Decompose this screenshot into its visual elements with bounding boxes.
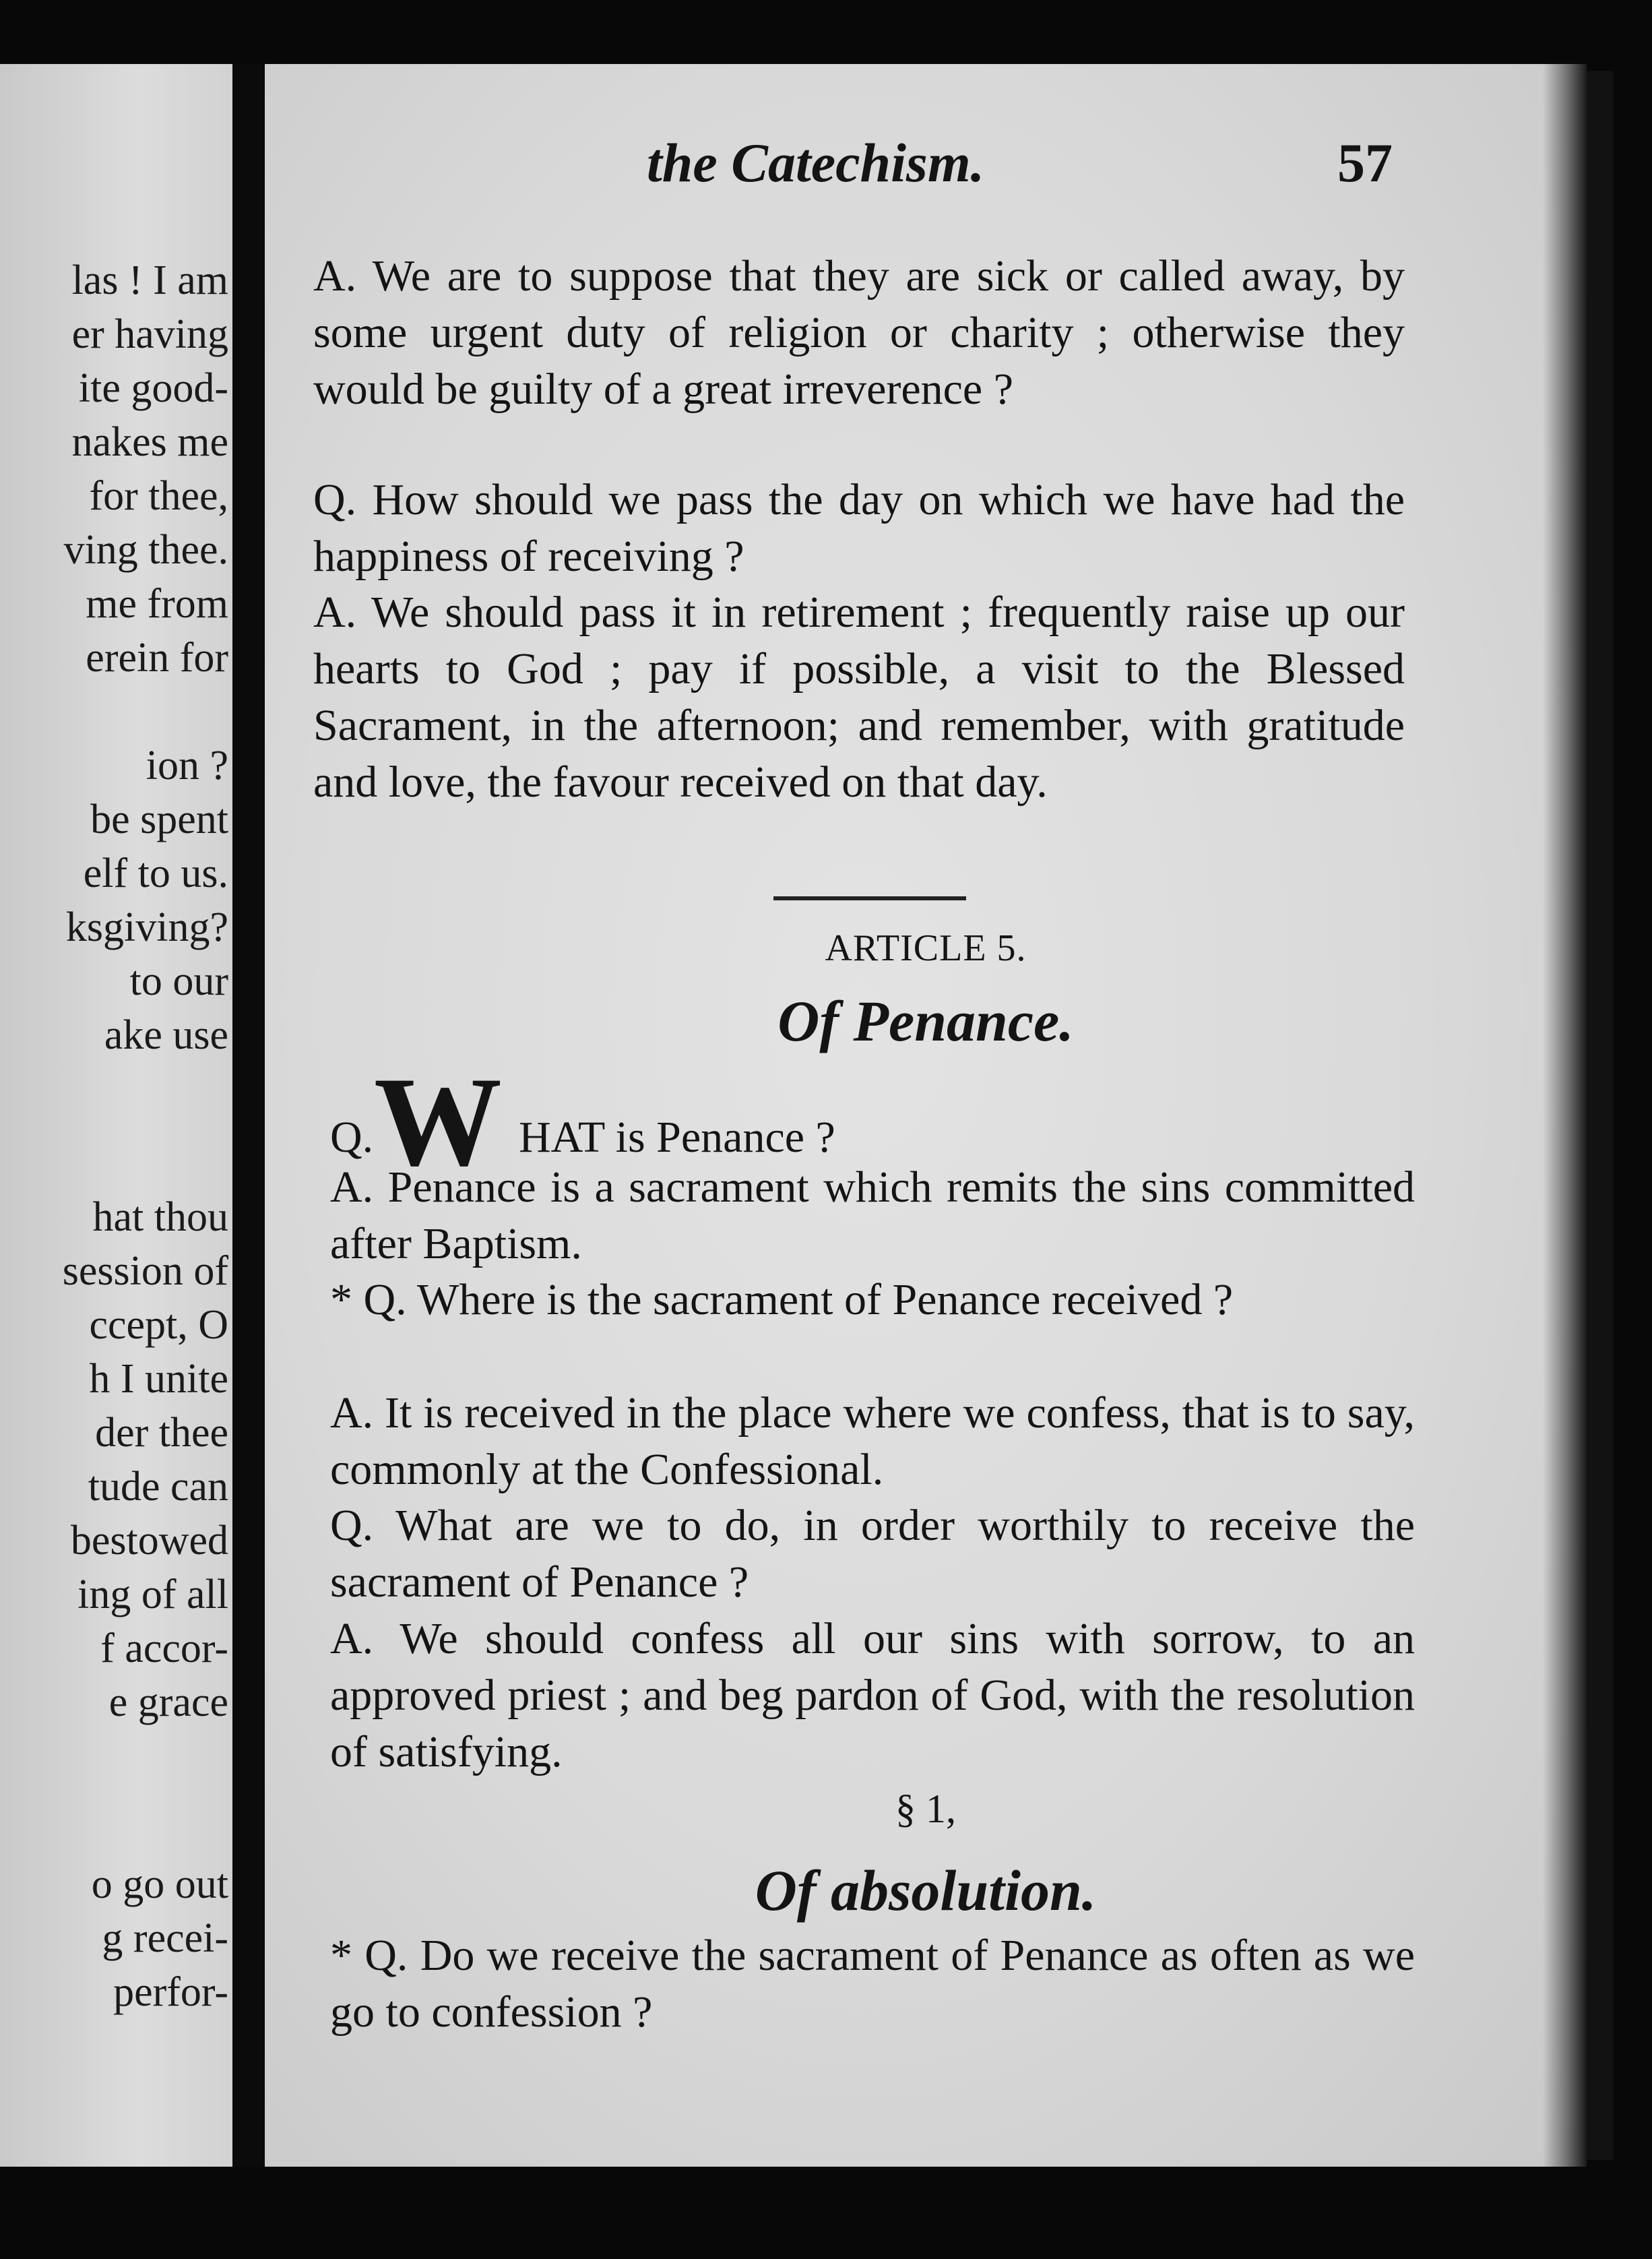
article-title: Of Penance.: [777, 989, 1074, 1053]
answer-paragraph: A. We should pass it in retirement ; frequently raise up our hearts to God ; pay if possible, a visit to the Blessed Sacrament, in the afternoon; and remember, with gratitude and love, the favour received on that day.: [313, 588, 1405, 807]
section-rule: [773, 896, 966, 900]
book-gutter: [232, 64, 265, 2167]
facing-page-fragment: der thee: [95, 1410, 228, 1456]
facing-page-fragment: perfor-: [113, 1969, 228, 2015]
facing-page-fragment: ing of all: [77, 1572, 228, 1617]
question-paragraph: * Q. Do we receive the sacrament of Penance as often as we go to confession ?: [330, 1931, 1415, 2037]
drop-cap: W: [374, 1051, 502, 1193]
facing-page-fragment: las ! I am: [71, 257, 228, 303]
facing-page-fragment: e grace: [108, 1679, 228, 1725]
facing-page-fragment: ksgiving?: [65, 904, 228, 950]
facing-page-fragment: er having: [71, 311, 228, 357]
answer-paragraph: A. Penance is a sacrament which remits the sins committed after Baptism.: [330, 1163, 1415, 1268]
answer-paragraph: A. We should confess all our sins with sorrow, to an approved priest ; and beg pardon of God, with the resolution of satisfying.: [330, 1614, 1415, 1776]
facing-page-fragment: erein for: [86, 635, 228, 681]
facing-page-fragment: ion ?: [146, 743, 228, 788]
facing-page-fragment: nakes me: [71, 419, 228, 465]
facing-page-fragment: for thee,: [89, 473, 228, 519]
facing-page-fragment: to our: [129, 958, 228, 1004]
answer-paragraph: A. We are to suppose that they are sick or called away, by some urgent duty of religion or charity ; otherwise they would be guilty of a great irreverence ?: [313, 251, 1405, 414]
facing-page-fragment: bestowed: [70, 1518, 228, 1564]
facing-page-fragment: g recei-: [102, 1915, 228, 1961]
running-head: the Catechism.: [647, 132, 985, 193]
facing-page-fragment: ake use: [104, 1012, 228, 1058]
facing-page: [0, 64, 232, 2167]
facing-page-fragment: o go out: [91, 1861, 228, 1907]
answer-paragraph: A. It is received in the place where we confess, that is to say, commonly at the Confessional.: [330, 1388, 1415, 1494]
facing-page-fragment: tude can: [88, 1464, 228, 1510]
facing-page-fragment: session of: [62, 1248, 228, 1294]
facing-page-fragment: f accor-: [100, 1626, 228, 1671]
facing-page-fragment: hat thou: [92, 1194, 228, 1240]
article-label: ARTICLE 5.: [825, 927, 1027, 969]
question-text: HAT is Penance ?: [519, 1113, 835, 1162]
facing-page-fragment: be spent: [90, 797, 228, 842]
section-number: § 1,: [895, 1787, 956, 1831]
page-edge-shadow: [1543, 64, 1587, 2167]
question-marker: Q.: [330, 1113, 374, 1162]
question-paragraph: Q. How should we pass the day on which we have had the happiness of receiving ?: [313, 475, 1405, 581]
question-paragraph: Q. What are we to do, in order worthily to receive the sacrament of Penance ?: [330, 1501, 1415, 1607]
question-paragraph: * Q. Where is the sacrament of Penance received ?: [330, 1275, 1234, 1324]
page-edge: [1587, 71, 1614, 2160]
page-number: 57: [1337, 132, 1393, 193]
facing-page-fragment: h I unite: [89, 1356, 228, 1402]
facing-page-fragment: ccept, O: [89, 1302, 228, 1348]
facing-page-fragment: ite good-: [78, 365, 228, 411]
section-title: Of absolution.: [755, 1858, 1097, 1923]
facing-page-fragment: elf to us.: [83, 850, 228, 896]
facing-page-fragment: ving thee.: [63, 527, 228, 573]
facing-page-fragment: me from: [86, 581, 228, 627]
